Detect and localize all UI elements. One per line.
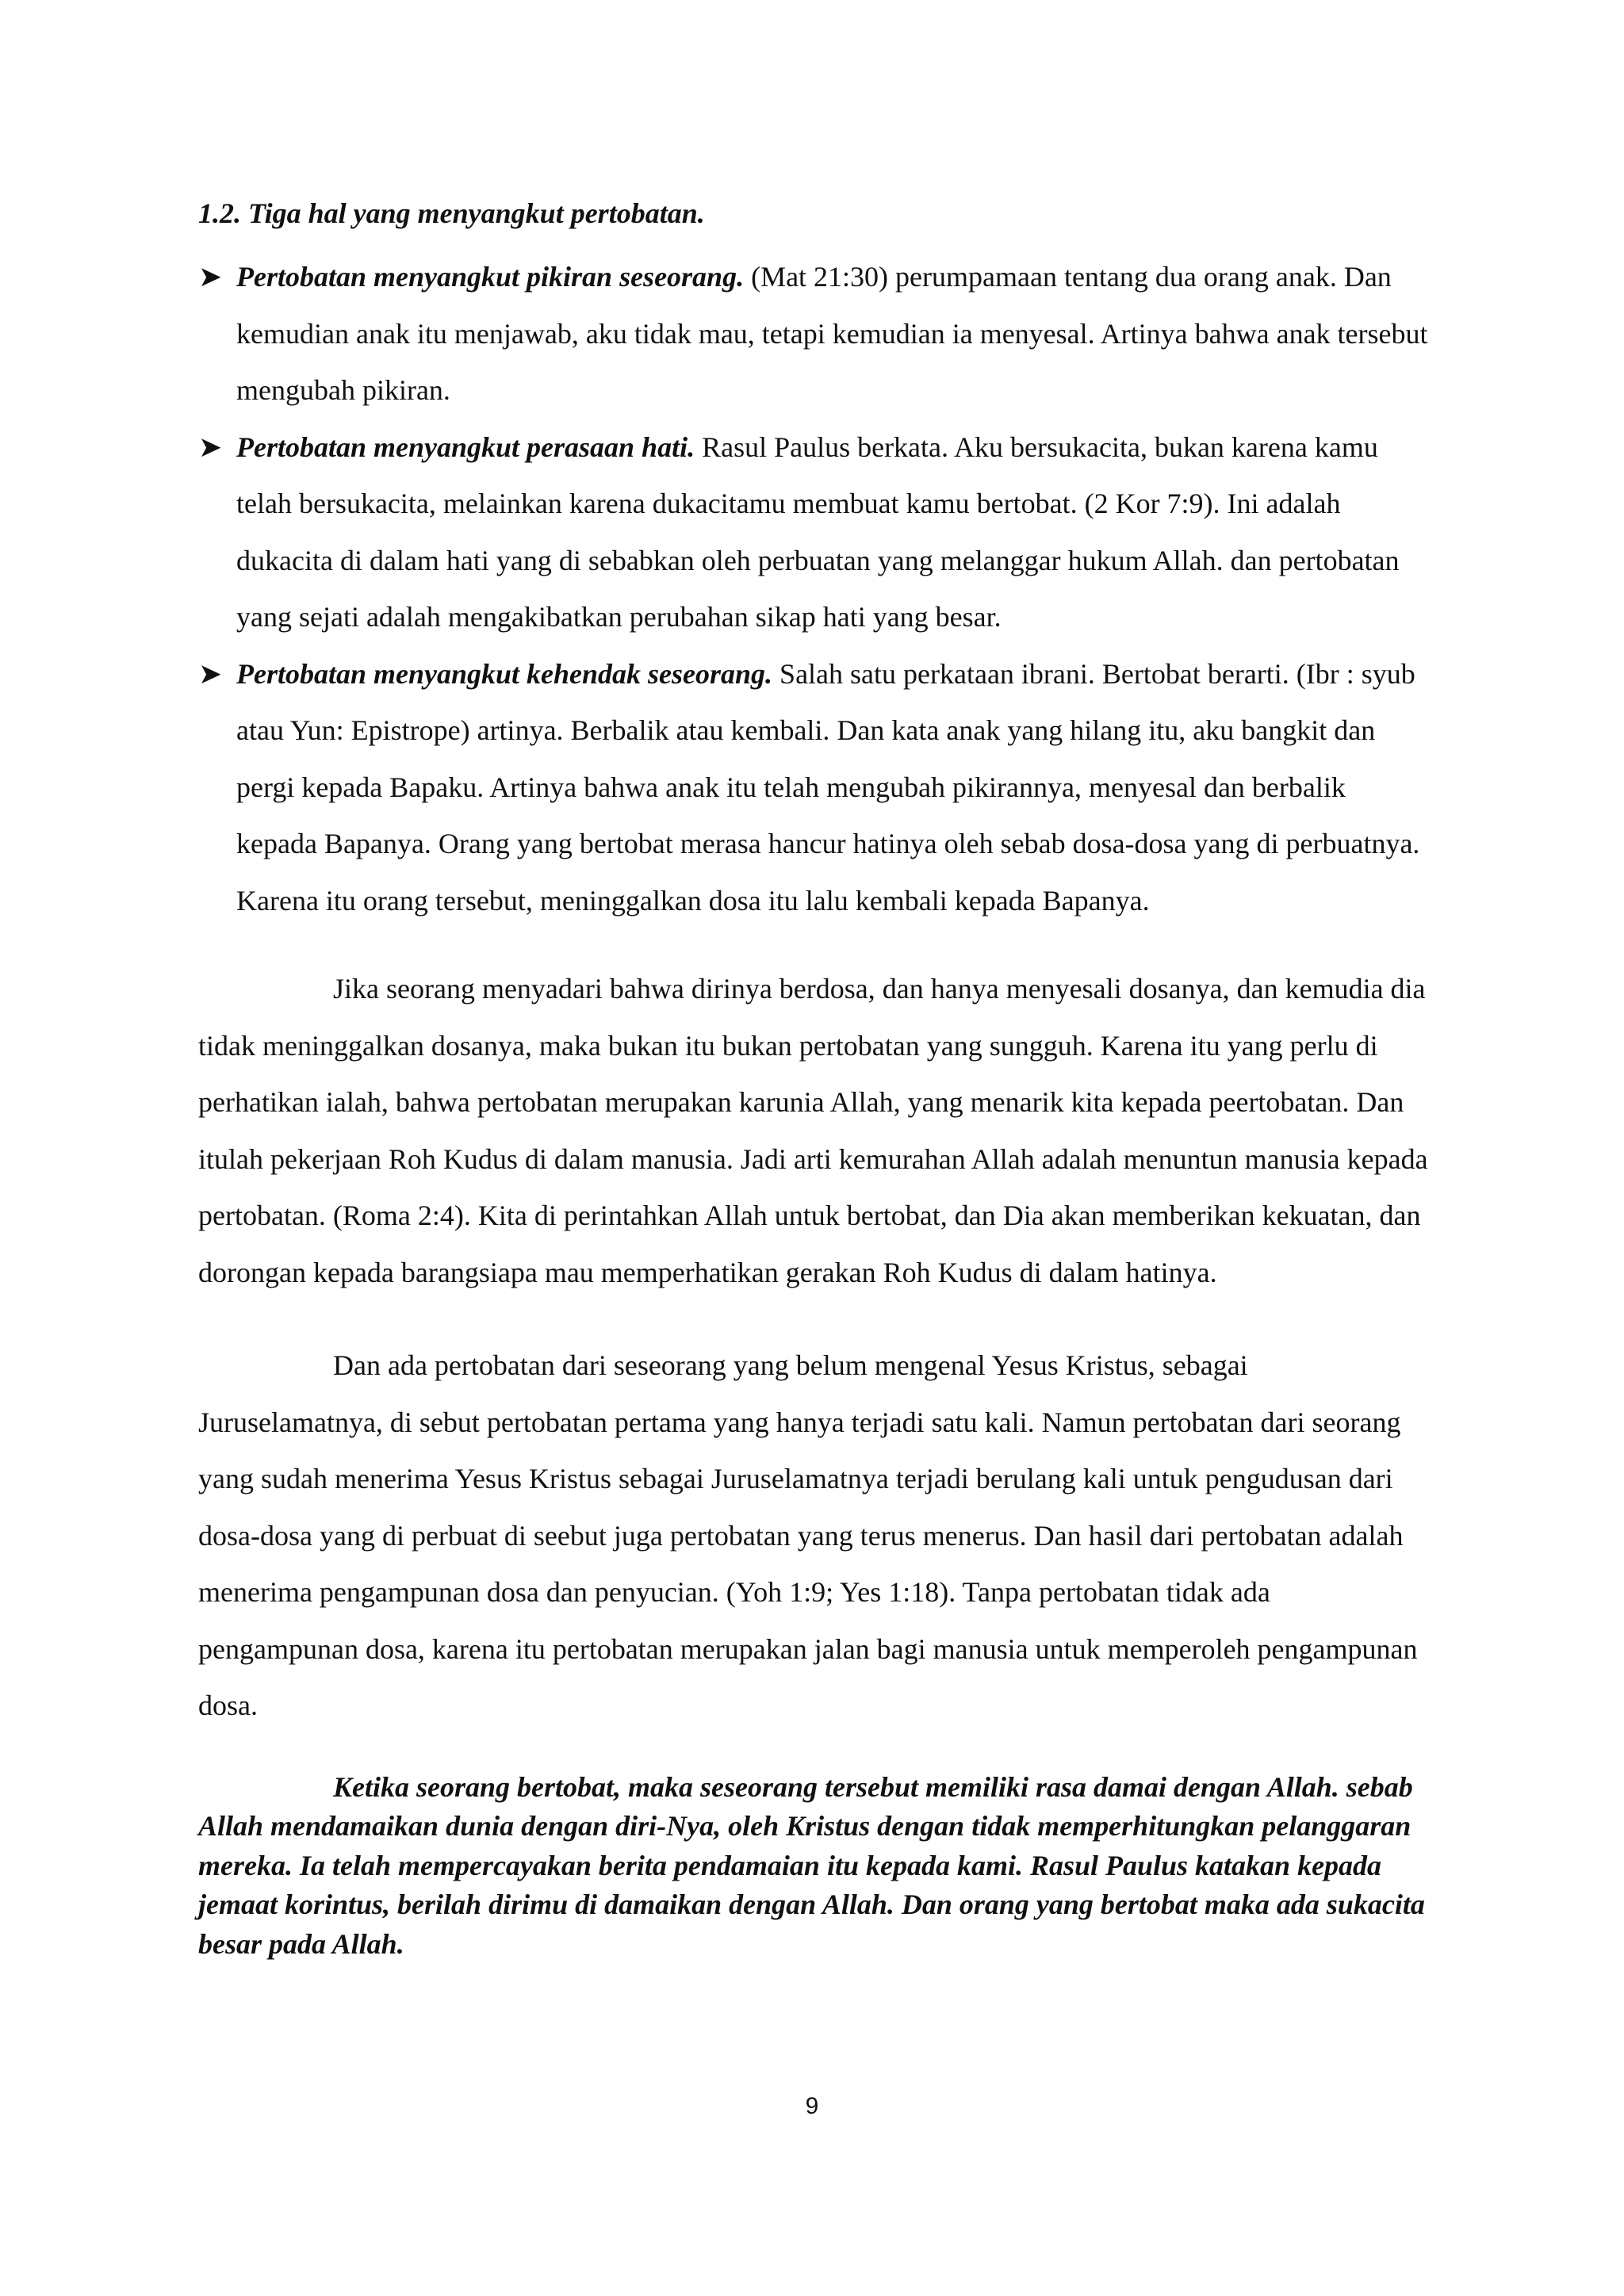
body-paragraph-2: Dan ada pertobatan dari seseorang yang belum mengenal Yesus Kristus, sebagai Juruselamatnya, di sebut pertobatan pertama yang hanya terjadi satu kali. Namun pertobatan dari seorang yang sudah menerima Yesus Kristus sebagai Juruselamatnya terjadi berulang kali untuk pengudusan dari dosa-dosa yang di perbuat di seebut juga pertobatan yang terus menerus. Dan hasil dari pertobatan adalah menerima pengampunan dosa dan penyucian. (Yoh 1:9; Yes 1:18). Tanpa pertobatan tidak ada pengampunan dosa, karena itu pertobatan merupakan jalan bagi manusia untuk memperoleh pengampunan dosa. xyxy=(198,1349,1418,1721)
bullet-text: Rasul Paulus berkata. Aku bersukacita, bukan karena kamu telah bersukacita, melainkan karena dukacitamu membuat kamu bertobat. (2 Kor 7:9). Ini adalah dukacita di dalam hati yang di sebabkan oleh perbuatan yang melanggar hukum Allah. dan pertobatan yang sejati adalah mengakibatkan perubahan sikap hati yang besar. xyxy=(236,430,1400,633)
bullet-title: Pertobatan menyangkut perasaan hati. xyxy=(236,430,695,463)
page-content xyxy=(198,193,1429,1964)
bullet-item-kehendak xyxy=(198,646,1429,930)
bullet-title: Pertobatan menyangkut pikiran seseorang. xyxy=(236,261,745,293)
bullet-item-pikiran xyxy=(198,249,1429,419)
bullet-title: Pertobatan menyangkut kehendak seseorang. xyxy=(236,657,773,690)
page-number: 9 xyxy=(805,2093,819,2119)
closing-paragraph: Ketika seorang bertobat, maka seseorang tersebut memiliki rasa damai dengan Allah. sebab Allah mendamaikan dunia dengan diri-Nya, oleh Kristus dengan tidak memperhitungkan pelanggaran mereka. Ia telah mempercayakan berita pendamaian itu kepada kami. Rasul Paulus katakan kepada jemaat korintus, berilah dirimu di damaikan dengan Allah. Dan orang yang bertobat maka ada sukacita besar pada Allah. xyxy=(198,1770,1425,1960)
bullet-text: (Mat 21:30) perumpamaan tentang dua orang anak. Dan kemudian anak itu menjawab, aku tidak mau, tetapi kemudian ia menyesal. Artinya bahwa anak tersebut mengubah pikiran. xyxy=(236,261,1428,406)
arrowhead-bullet-icon: ➤ xyxy=(198,430,223,464)
arrowhead-bullet-icon: ➤ xyxy=(198,261,223,293)
arrowhead-bullet-icon: ➤ xyxy=(198,657,223,691)
body-paragraph-1: Jika seorang menyadari bahwa dirinya berdosa, dan hanya menyesali dosanya, dan kemudia dia tidak meninggalkan dosanya, maka bukan itu bukan pertobatan yang sungguh. Karena itu yang perlu di perhatikan ialah, bahwa pertobatan merupakan karunia Allah, yang menarik kita kepada peertobatan. Dan itulah pekerjaan Roh Kudus di dalam manusia. Jadi arti kemurahan Allah adalah menuntun manusia kepada pertobatan. (Roma 2:4). Kita di perintahkan Allah untuk bertobat, dan Dia akan memberikan kekuatan, dan dorongan kepada barangsiapa mau memperhatikan gerakan Roh Kudus di dalam hatinya. xyxy=(198,973,1428,1288)
bullet-text: Salah satu perkataan ibrani. Bertobat berarti. (Ibr : syub atau Yun: Epistrope) artinya. Berbalik atau kembali. Dan kata anak yang hilang itu, aku bangkit dan pergi kepada Bapaku. Artinya bahwa anak itu telah mengubah pikirannya, menyesal dan berbalik kepada Bapanya. Orang yang bertobat merasa hancur hatinya oleh sebab dosa-dosa yang di perbuatnya. Karena itu orang tersebut, meninggalkan dosa itu lalu kembali kepada Bapanya. xyxy=(236,657,1420,916)
bullet-item-perasaan xyxy=(198,419,1429,646)
section-heading: 1.2. Tiga hal yang menyangkut pertobatan. xyxy=(198,197,705,229)
